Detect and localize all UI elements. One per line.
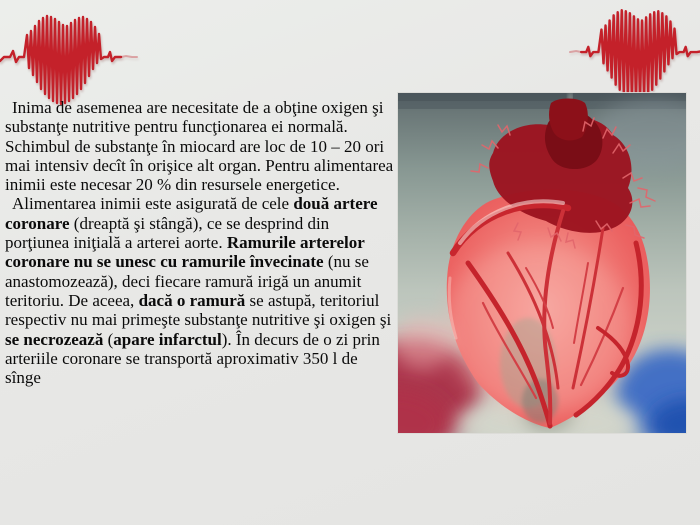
bold-text-segment: Ramurile arterelor coronare nu se unesc cu ramurile învecinate <box>5 233 365 272</box>
text-segment: (dreaptă şi stângă), ce se desprind din porţiunea iniţială a arterei aorte. <box>5 213 330 253</box>
bold-text-segment: dacă o ramură <box>138 290 246 310</box>
text-segment: se astupă, teritoriul respectiv nu mai primeşte substanţe nutritive şi oxigen şi <box>5 290 392 330</box>
heart-photo <box>398 93 686 433</box>
bold-text-segment: se necrozează <box>5 329 104 349</box>
ecg-heartbeat-svg <box>568 0 700 101</box>
text-segment: Inima de asemenea are necesitate de a obţine oxigen şi substanţe nutritive pentru funcţionarea ei normală. Schimbul de substanţe în miocard are loc de 10 – 20 ori mai intensiv decît în orişice alt organ. Pentru alimentarea inimii este necesar 20 % din resursele energetice. <box>5 98 394 195</box>
ecg-heartbeat-heart-icon <box>568 0 700 101</box>
paragraph <box>5 194 396 387</box>
text-segment: (nu se anastomozează), deci fiecare ramură irigă un anumit teritoriu. De aceea, <box>5 252 369 310</box>
body-text <box>5 98 396 387</box>
ecg-heartbeat-svg <box>0 5 138 105</box>
text-segment: ). În decurs de o zi prin arteriile coronare se transportă aproximativ 350 l de sînge <box>5 329 380 388</box>
paragraph <box>5 98 396 194</box>
bold-text-segment: două artere coronare <box>5 194 378 233</box>
bold-text-segment: apare infarctul <box>113 329 222 349</box>
heart-photo-illustration <box>398 93 686 433</box>
text-segment: ( <box>103 329 114 349</box>
text-segment: Alimentarea inimii este asigurată de cele <box>12 194 294 214</box>
ecg-heartbeat-heart-icon <box>0 5 138 105</box>
